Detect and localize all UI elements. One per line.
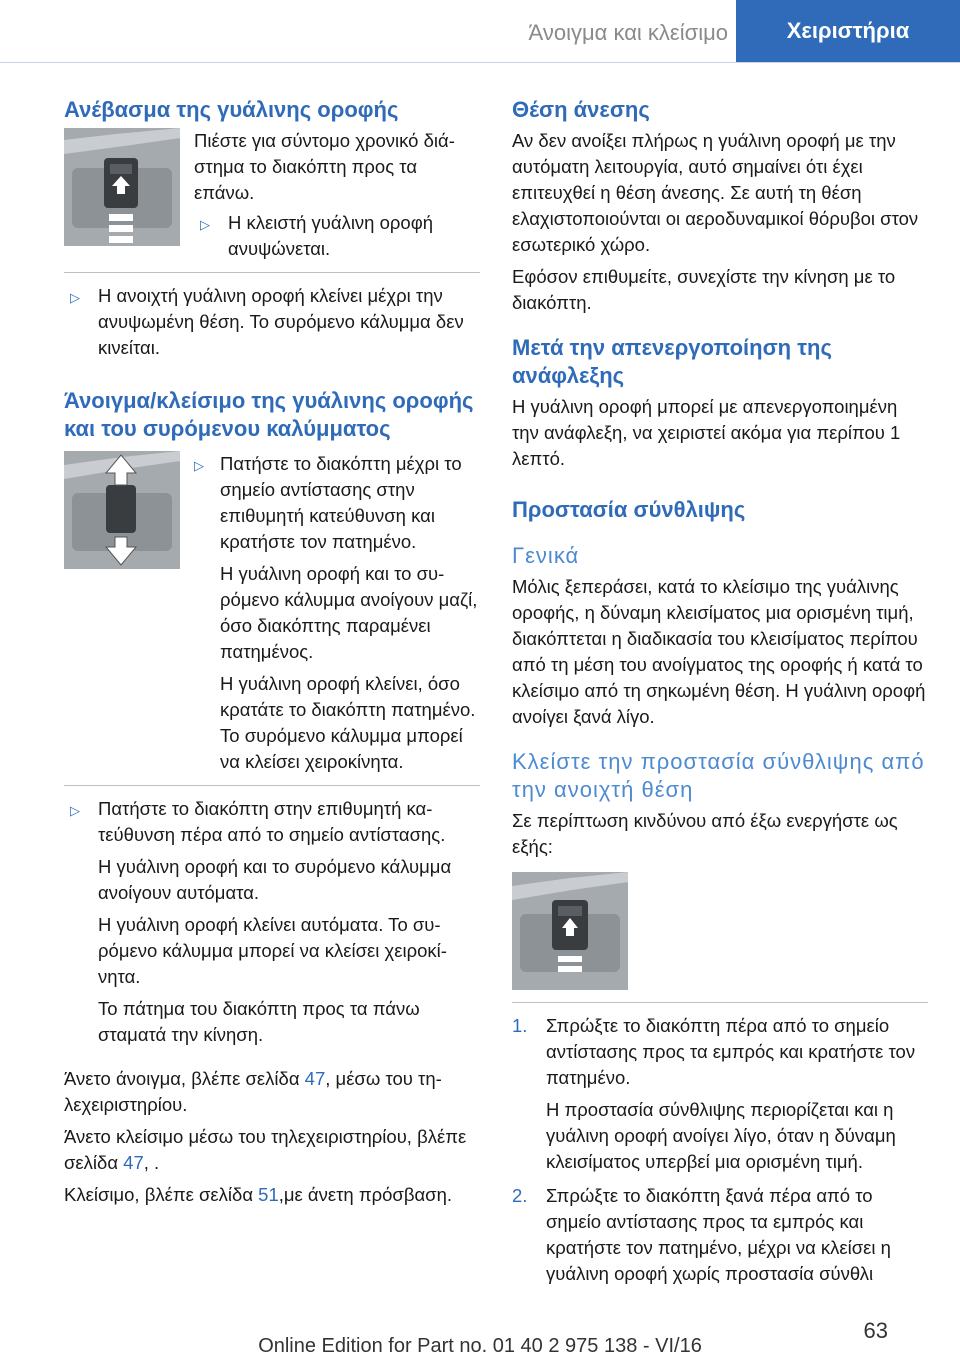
raise-figure-row — [64, 128, 480, 266]
heading-comfort-position: Θέση άνεσης — [512, 97, 650, 122]
separator — [512, 1002, 928, 1003]
bullet-triangle-icon: ▷ — [200, 217, 210, 232]
open-auto-para2: Η γυάλινη οροφή και το συρόμενο κάλυμμα ανοίγουν αυτόματα. — [98, 856, 452, 903]
separator — [64, 272, 480, 273]
raise-bullet-open: ▷ Η ανοιχτή γυάλινη οροφή κλείνει μέχρι την ανυψωμένη θέση. Το συρόμενο κάλυμμα δεν κινείται. — [70, 285, 464, 358]
open-bullet-hold: ▷ Πατήστε το διακόπτη μέχρι το σημείο αντίστασης στην επιθυμητή κατεύθυνση και κρατήστε τον πατημένο. — [194, 453, 462, 552]
roof-switch-up-image — [64, 128, 180, 246]
comfort-para1: Αν δεν ανοίξει πλήρως η γυάλινη οροφή με την αυτόματη λειτουργία, αυτό σημαίνει ότι έχει επιτευχθεί η θέση άνεσης. Σε αυτή τη θέση ελαχιστοποιούνται οι αεροδυναμικοί θόρυβοι στον εσωτερικό χώρο. — [512, 130, 919, 255]
ref-closing: Κλείσιμο, βλέπε σελίδα 51,με άνετη πρόσβαση. — [64, 1184, 453, 1205]
step-number: 2. — [512, 1185, 528, 1206]
bullet-triangle-icon: ▷ — [70, 803, 80, 818]
open-auto-para3: Η γυάλινη οροφή κλείνει αυτόματα. Το συρόμενο κάλυμμα μπορεί να κλείσει χειροκίνητα. — [98, 914, 447, 987]
heading-raise-roof: Ανέβασμα της γυάλινης οροφής — [64, 97, 399, 122]
open-hold-para3: Η γυάλινη οροφή κλείνει, όσο κρατάτε το διακόπτη πατημένο. Το συρόμενο κάλυμμα μπορεί να κλείσει χειροκίνητα. — [220, 673, 476, 772]
heading-after-ignition: Μετά την απενεργοποίηση της ανάφλεξης — [512, 335, 832, 388]
bullet-triangle-icon: ▷ — [194, 458, 204, 473]
ref-comfort-close: Άνετο κλείσιμο μέσω του τηλεχειριστηρίου, βλέπε σελίδα 47, . — [64, 1126, 467, 1173]
heading-open-close: Άνοιγμα/κλείσιμο της γυάλινης οροφής και του συρόμενου καλύμματος — [64, 388, 474, 441]
header-section-title: Άνοιγμα και κλείσιμο — [528, 20, 728, 45]
step-number: 1. — [512, 1015, 528, 1036]
raise-instruction: Πιέστε για σύντομο χρονικό διάστημα το διακόπτη προς τα επάνω. — [194, 130, 455, 203]
open-auto-para4: Το πάτημα του διακόπτη προς τα πάνω σταματά την κίνηση. — [98, 998, 420, 1045]
roof-switch-forward-image — [512, 872, 628, 990]
step-1-note: Η προστασία σύνθλιψης περιορίζεται και η γυάλινη οροφή ανοίγει λίγο, όταν η δύναμη κλεισίματος υπερβεί μια ορισμένη τιμή. — [546, 1099, 896, 1172]
right-column — [512, 96, 928, 1291]
ref-comfort-open: Άνετο άνοιγμα, βλέπε σελίδα 47, μέσω του τηλεχειριστηρίου. — [64, 1068, 442, 1115]
danger-para: Σε περίπτωση κινδύνου από έξω ενεργήστε ως εξής: — [512, 810, 898, 857]
heading-general: Γενικά — [512, 543, 580, 568]
left-column — [64, 96, 480, 1212]
page-link[interactable]: 51 — [258, 1184, 279, 1205]
open-figure-row — [64, 451, 480, 779]
open-hold-para2: Η γυάλινη οροφή και το συρόμενο κάλυμμα ανοίγουν μαζί, όσο διακόπτης παραμένει πατημένος. — [220, 563, 478, 662]
step-1: 1. Σπρώξτε το διακόπτη πέρα από το σημείο αντίστασης προς τα εμπρός και κρατήστε τον πατημένο. — [512, 1015, 916, 1088]
open-bullet-auto: ▷ Πατήστε το διακόπτη στην επιθυμητή κατεύθυνση πέρα από το σημείο αντίστασης. — [70, 798, 446, 845]
page-link[interactable]: 47 — [123, 1152, 144, 1173]
page-number: 63 — [863, 1318, 888, 1343]
raise-bullet-closed: ▷ Η κλειστή γυάλινη οροφή ανυψώνεται. — [200, 212, 433, 259]
heading-pinch-protection: Προστασία σύνθλιψης — [512, 497, 746, 522]
page-link[interactable]: 47 — [304, 1068, 326, 1089]
step-2: 2. Σπρώξτε το διακόπτη ξανά πέρα από το σημείο αντίστασης προς τα εμπρός και κρατήστε τον πατημένο, μέχρι να κλείσει η γυάλινη οροφή χωρίς προστασία σύνθλι — [512, 1185, 891, 1284]
general-para: Μόλις ξεπεράσει, κατά το κλείσιμο της γυάλινης οροφής, η δύναμη κλεισίματος μια ορισμένη τιμή, διακόπτεται η διαδικασία του κλεισίματος περίπου από τη μέση του ανοίγματος της οροφής ή κατά το κλείσιμο από τη σηκωμένη θέση. Η γυάλινη οροφή ανοίγει ξανά λίγο. — [512, 576, 926, 727]
heading-close-without-pinch: Κλείστε την προστασία σύνθλιψης από την ανοιχτή θέση — [512, 749, 925, 802]
bullet-triangle-icon: ▷ — [70, 290, 80, 305]
roof-switch-both-image — [64, 451, 180, 569]
header-chapter-tab: Χειριστήρια — [736, 0, 960, 62]
ignition-para: Η γυάλινη οροφή μπορεί με απενεργοποιημένη την ανάφλεξη, να χειριστεί ακόμα για περίπου 1 λεπτό. — [512, 396, 901, 469]
separator — [64, 785, 480, 786]
header-rule — [0, 62, 960, 63]
comfort-para2: Εφόσον επιθυμείτε, συνεχίστε την κίνηση με το διακόπτη. — [512, 266, 896, 313]
footer-edition: Online Edition for Part no. 01 40 2 975 138 - VI/16 — [258, 1335, 702, 1357]
